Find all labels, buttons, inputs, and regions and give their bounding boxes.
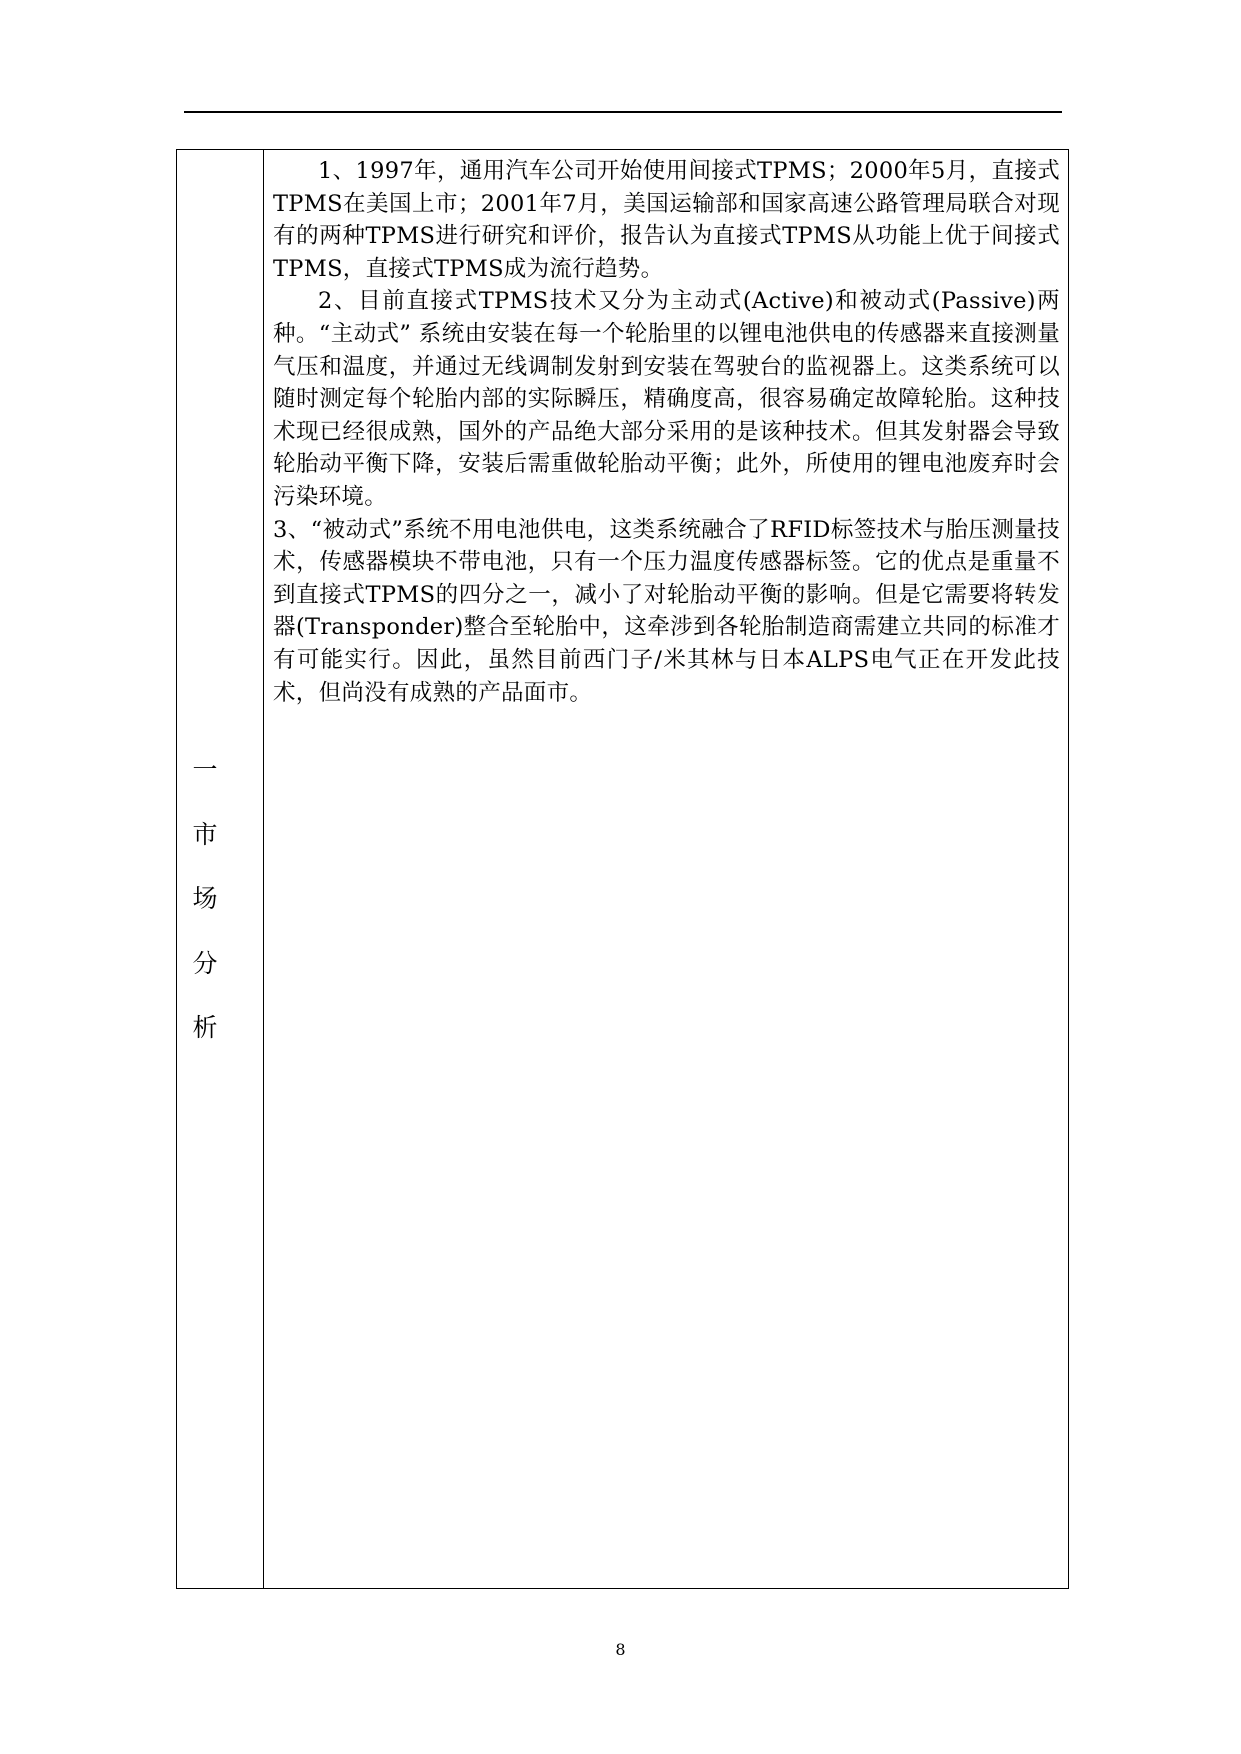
- paragraph-1: 1、1997年，通用汽车公司开始使用间接式TPMS；2000年5月，直接式TPMS在美国上市；2001年7月，美国运输部和国家高速公路管理局联合对现有的两种TPMS进行研究和评价，报告认为直接式TPMS从功能上优于间接式TPMS，直接式TPMS成为流行趋势。: [273, 158, 1060, 282]
- section-label-char: 析: [192, 1013, 218, 1042]
- section-label-char: 场: [192, 884, 218, 913]
- content-table: [176, 149, 1069, 1589]
- page-number: 8: [615, 1640, 626, 1659]
- section-label: [177, 738, 233, 1061]
- section-label-cell: [177, 150, 264, 1588]
- section-label-char: 一: [192, 755, 218, 784]
- paragraph-3: 3、“被动式”系统不用电池供电，这类系统融合了RFID标签技术与胎压测量技术，传感器模块不带电池，只有一个压力温度传感器标签。它的优点是重量不到直接式TPMS的四分之一，减小了对轮胎动平衡的影响。但是它需要将转发器(Transponder)整合至轮胎中，这牵涉到各轮胎制造商需建立共同的标准才有可能实行。因此，虽然目前西门子/米其林与日本ALPS电气正在开发此技术，但尚没有成熟的产品面市。: [273, 516, 1060, 706]
- section-label-char: 市: [192, 819, 218, 849]
- paragraph-2: 2、目前直接式TPMS技术又分为主动式(Active)和被动式(Passive)两种。“主动式” 系统由安装在每一个轮胎里的以锂电池供电的传感器来直接测量气压和温度，并通过无线调制发射到安装在驾驶台的监视器上。这类系统可以随时测定每个轮胎内部的实际瞬压，精确度高，很容易确定故障轮胎。这种技术现已经很成熟，国外的产品绝大部分采用的是该种技术。但其发射器会导致轮胎动平衡下降，安装后需重做轮胎动平衡；此外，所使用的锂电池废弃时会污染环境。: [273, 288, 1060, 510]
- content-cell: [264, 150, 1068, 1588]
- section-label-char: 分: [192, 948, 218, 978]
- header-rule: [184, 111, 1062, 113]
